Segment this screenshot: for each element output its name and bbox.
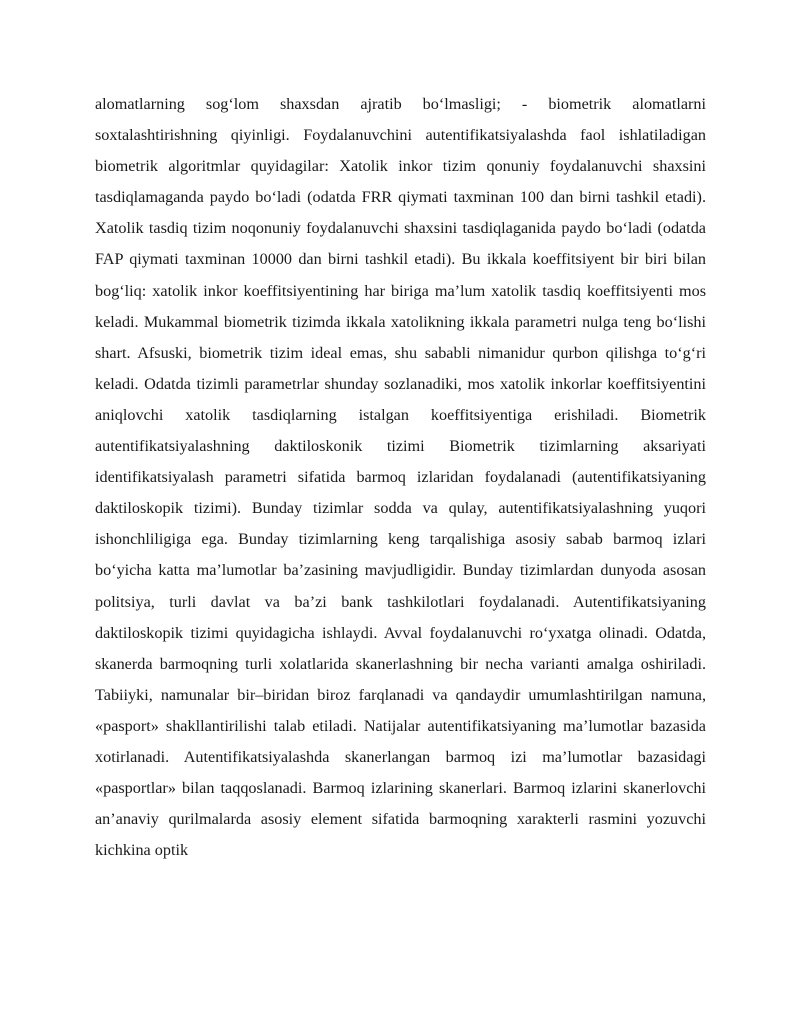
body-paragraph: alomatlarning sog‘lom shaxsdan ajratib bo‘lmasligi; - biometrik alomatlarni soxtalashtirishning qiyinligi. Foydalanuvchini autentifikatsiyalashda faol ishlatiladigan biometrik algoritmlar quyidagilar: Xatolik inkor tizim qonuniy foydalanuvchi shaxsini tasdiqlamaganda paydo bo‘ladi (odatda FRR qiymati taxminan 100 dan birni tashkil etadi). Xatolik tasdiq tizim noqonuniy foydalanuvchi shaxsini tasdiqlaganida paydo bo‘ladi (odatda FAP qiymati taxminan 10000 dan birni tashkil etadi). Bu ikkala koeffitsiyent bir biri bilan bog‘liq: xatolik inkor koeffitsiyentining har biriga ma’lum xatolik tasdiq koeffitsiyenti mos keladi. Mukammal biometrik tizimda ikkala xatolikning ikkala parametri nulga teng bo‘lishi shart. Afsuski, biometrik tizim ideal emas, shu sababli nimanidur qurbon qilishga to‘g‘ri keladi. Odatda tizimli parametrlar shunday sozlanadiki, mos xatolik inkorlar koeffitsiyentini aniqlovchi xatolik tasdiqlarning istalgan koeffitsiyentiga erishiladi. Biometrik autentifikatsiyalashning daktiloskonik tizimi Biometrik tizimlarning aksariyati identifikatsiyalash parametri sifatida barmoq izlaridan foydalanadi (autentifikatsiyaning daktiloskopik tizimi). Bunday tizimlar sodda va qulay, autentifikatsiyalashning yuqori ishonchliligiga ega. Bunday tizimlarning keng tarqalishiga asosiy sabab barmoq izlari bo‘yicha katta ma’lumotlar ba’zasining mavjudligidir. Bunday tizimlardan dunyoda asosan politsiya, turli davlat va ba’zi bank tashkilotlari foydalanadi. Autentifikatsiyaning daktiloskopik tizimi quyidagicha ishlaydi. Avval foydalanuvchi ro‘yxatga olinadi. Odatda, skanerda barmoqning turli xolatlarida skanerlashning bir necha varianti amalga oshiriladi. Tabiiyki, namunalar bir–biridan biroz farqlanadi va qandaydir umumlashtirilgan namuna, «pasport» shakllantirilishi talab etiladi. Natijalar autentifikatsiyaning ma’lumotlar bazasida xotirlanadi. Autentifikatsiyalashda skanerlangan barmoq izi ma’lumotlar bazasidagi «pasportlar» bilan taqqoslanadi. Barmoq izlarining skanerlari. Barmoq izlarini skanerlovchi an’anaviy qurilmalarda asosiy element sifatida barmoqning xarakterli rasmini yozuvchi kichkina optik	[95, 95, 706, 860]
